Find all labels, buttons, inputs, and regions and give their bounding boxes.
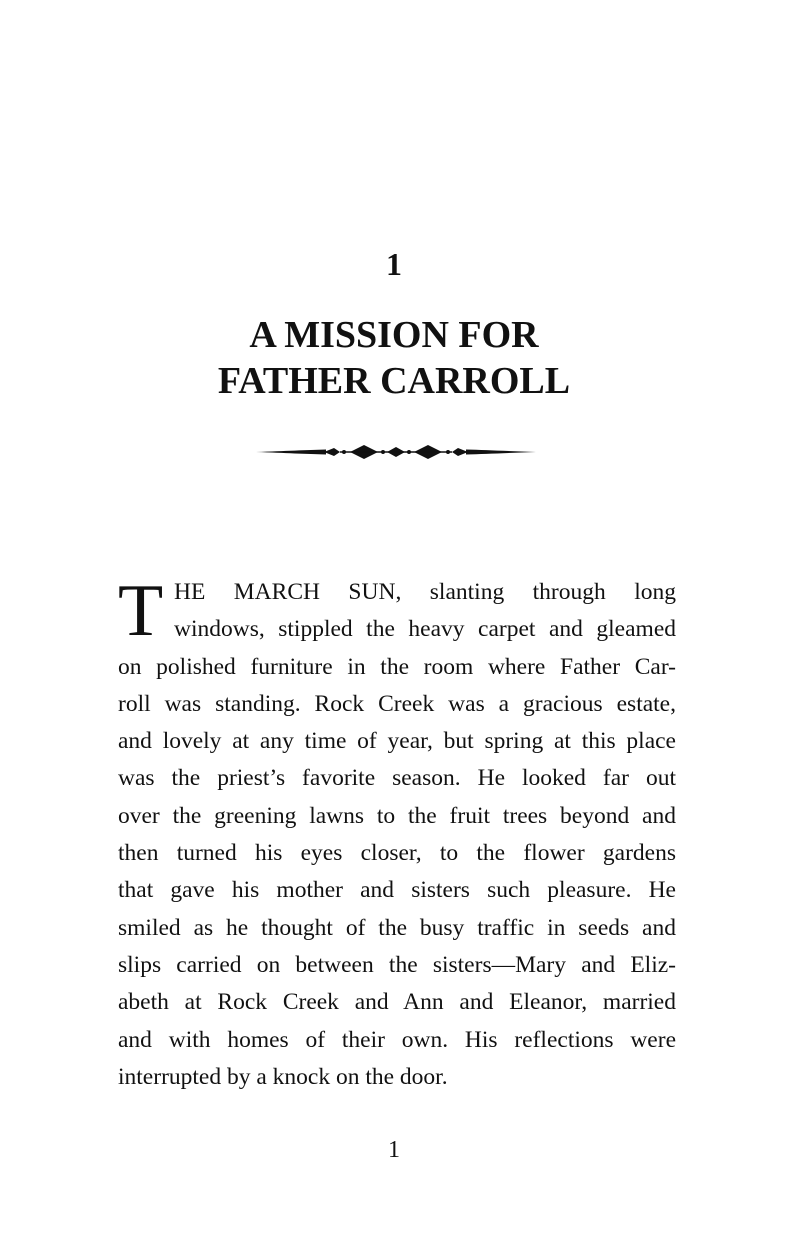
text-line: that gave his mother and sisters such pleasure. He <box>118 877 676 904</box>
chapter-title-line: FATHER CARROLL <box>217 360 571 402</box>
text-line: HE MARCH SUN, slanting through long <box>174 579 676 605</box>
text-line: windows, stippled the heavy carpet and gleamed <box>174 616 676 643</box>
page-number: 1 <box>388 1137 400 1163</box>
text-line: and with homes of their own. His reflections were <box>118 1026 676 1053</box>
text-line: then turned his eyes closer, to the flower gardens <box>118 840 676 867</box>
text-line: smiled as he thought of the busy traffic in seeds and <box>118 914 676 941</box>
text-line: slips carried on between the sisters—Mary and Eliz- <box>118 951 676 978</box>
chapter-title <box>0 312 788 404</box>
text-line: over the greening lawns to the fruit trees beyond and <box>118 802 676 829</box>
drop-cap: T <box>118 570 164 652</box>
chapter-title-line: A MISSION FOR <box>249 314 539 356</box>
body-paragraph <box>118 570 676 1096</box>
ornament-divider-icon <box>256 440 536 464</box>
text-line: and lovely at any time of year, but spring at this place <box>118 728 676 755</box>
text-line: was the priest’s favorite season. He looked far out <box>118 765 676 792</box>
text-line: abeth at Rock Creek and Ann and Eleanor, married <box>118 989 676 1016</box>
text-line: interrupted by a knock on the door. <box>118 1063 448 1090</box>
text-line: on polished furniture in the room where Father Car- <box>118 653 676 680</box>
chapter-number: 1 <box>386 246 402 282</box>
text-line: roll was standing. Rock Creek was a gracious estate, <box>118 690 676 717</box>
